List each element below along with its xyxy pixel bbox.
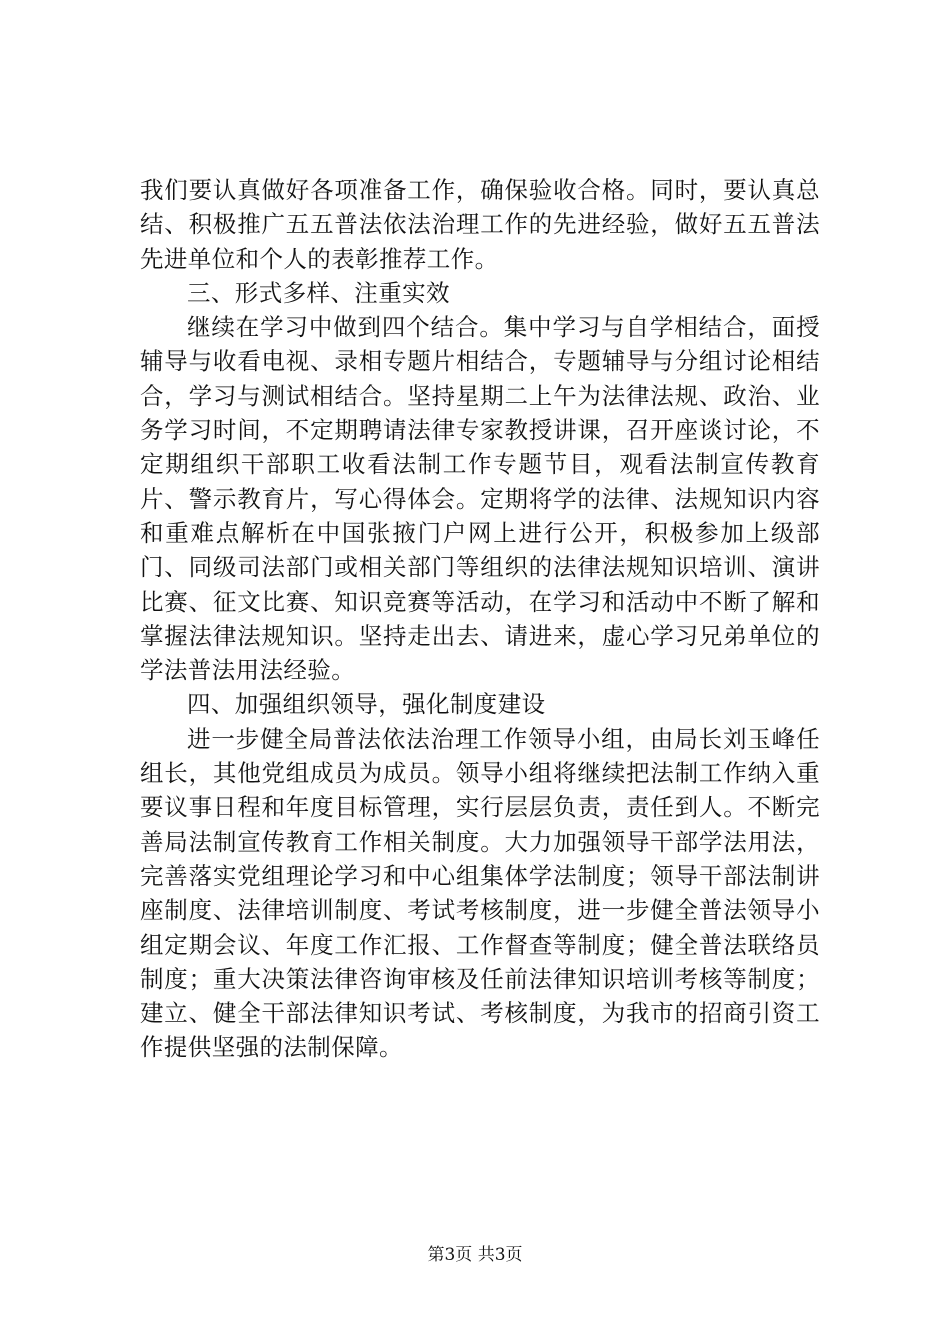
paragraph-section-four: 进一步健全局普法依法治理工作领导小组，由局长刘玉峰任组长，其他党组成员为成员。领导小组将继续把法制工作纳入重要议事日程和年度目标管理，实行层层负责，责任到人。不断完善局法制宣传教育工作相关制度。大力加强领导干部学法用法，完善落实党组理论学习和中心组集体学法制度；领导干部法制讲座制度、法律培训制度、考试考核制度，进一步健全普法领导小组定期会议、年度工作汇报、工作督查等制度；健全普法联络员制度；重大决策法律咨询审核及任前法律知识培训考核等制度；建立、健全干部法律知识考试、考核制度，为我市的招商引资工作提供坚强的法制保障。 — [140, 724, 820, 1062]
page-number-footer: 第3页 共3页 — [427, 1245, 523, 1265]
paragraph-continued: 我们要认真做好各项准备工作，确保验收合格。同时，要认真总结、积极推广五五普法依法治理工作的先进经验，做好五五普法先进单位和个人的表彰推荐工作。 — [140, 176, 820, 273]
section-heading-three: 三、形式多样、注重实效 — [187, 278, 450, 307]
document-body — [140, 173, 820, 1065]
paragraph-section-three: 继续在学习中做到四个结合。集中学习与自学相结合，面授辅导与收看电视、录相专题片相结合，专题辅导与分组讨论相结合，学习与测试相结合。坚持星期二上午为法律法规、政治、业务学习时间，不定期聘请法律专家教授讲课，召开座谈讨论，不定期组织干部职工收看法制工作专题节目，观看法制宣传教育片、警示教育片，写心得体会。定期将学的法律、法规知识内容和重难点解析在中国张掖门户网上进行公开，积极参加上级部门、同级司法部门或相关部门等组织的法律法规知识培训、演讲比赛、征文比赛、知识竞赛等活动，在学习和活动中不断了解和掌握法律法规知识。坚持走出去、请进来，虚心学习兄弟单位的学法普法用法经验。 — [140, 313, 820, 685]
section-heading-four: 四、加强组织领导，强化制度建设 — [187, 690, 546, 719]
